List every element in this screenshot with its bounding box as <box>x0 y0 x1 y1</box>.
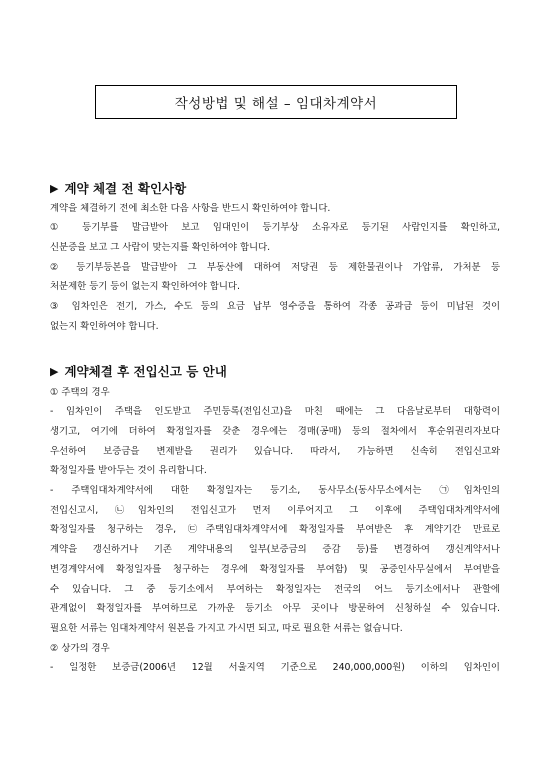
paragraph-line: 관계없이 확정일자를 부여하므로 가까운 등기소 아무 곳이나 방문하여 신청하실 수 있습니다. <box>50 603 500 614</box>
section-heading-pre-contract <box>50 179 186 197</box>
paragraph-line: 수 있습니다. 그 중 등기소에서 부여하는 확정일자는 전국의 어느 등기소에서나 관할에 <box>50 584 500 595</box>
document-title-box <box>95 85 457 119</box>
paragraph-line: - 일정한 보증금(2006년 12월 서울지역 기준으로 240,000,000원) 이하의 임차인이 <box>50 662 500 673</box>
paragraph-line: 생기고, 여기에 더하여 확정일자를 갖춘 경우에는 경매(공매) 등의 절차에서 후순위권리자보다 <box>50 426 500 437</box>
paragraph-line: ① 등기부를 발급받아 보고 임대인이 등기부상 소유자로 등기된 사람인지를 확인하고, <box>50 222 500 233</box>
paragraph-line: 계약을 갱신하거나 기존 계약내용의 일부(보증금의 증감 등)를 변경하여 갱신계약서나 <box>50 544 500 555</box>
paragraph-line: 변경계약서에 확정일자를 청구하는 경우에 확정일자를 부여함) 및 공증인사무실에서 부여받을 <box>50 564 500 575</box>
document-title: 작성방법 및 해설 – 임대차계약서 <box>174 96 378 112</box>
paragraph-line: - 임차인이 주택을 인도받고 주민등록(전입신고)을 마친 때에는 그 다음날로부터 대항력이 <box>50 406 500 417</box>
paragraph-line: 없는지 확인하여야 합니다. <box>50 321 159 332</box>
paragraph-line: 확정일자를 받아두는 것이 유리합니다. <box>50 465 207 476</box>
paragraph-line: ③ 임차인은 전기, 가스, 수도 등의 요금 납부 영수증을 통하여 각종 공과금 등이 미납된 것이 <box>50 301 500 312</box>
paragraph-line: ② 상가의 경우 <box>50 643 110 654</box>
paragraph-line: 계약을 체결하기 전에 최소한 다음 사항을 반드시 확인하여야 합니다. <box>50 203 331 214</box>
paragraph-line: 신분증을 보고 그 사람이 맞는지를 확인하여야 합니다. <box>50 242 271 253</box>
paragraph-line: ② 등기부등본을 발급받아 그 부동산에 대하여 저당권 등 제한물권이나 가압류, 가처분 등 <box>50 262 500 273</box>
black-right-triangle-icon: ▶ <box>50 364 59 378</box>
section-heading-text: 계약 체결 전 확인사항 <box>64 181 187 196</box>
paragraph-line: 처분제한 등기 등이 없는지 확인하여야 합니다. <box>50 281 240 292</box>
paragraph-line: ① 주택의 경우 <box>50 387 110 398</box>
paragraph-line: 전입신고시, ㉡임차인의 전입신고가 먼저 이루어지고 그 이후에 주택임대차계약서에 <box>50 505 500 516</box>
paragraph-line: 필요한 서류는 임대차계약서 원본을 가지고 가시면 되고, 따로 필요한 서류는 없습니다. <box>50 623 403 634</box>
section-heading-post-contract <box>50 362 227 380</box>
section-heading-text: 계약체결 후 전입신고 등 안내 <box>64 364 227 379</box>
black-right-triangle-icon: ▶ <box>50 181 59 195</box>
paragraph-line: 확정일자를 청구하는 경우, ㉢주택임대차계약서에 확정일자를 부여받은 후 계약기간 만료로 <box>50 524 500 535</box>
paragraph-line: - 주택임대차계약서에 대한 확정일자는 등기소, 동사무소(동사무소에서는 ㉠임차인의 <box>50 485 500 496</box>
paragraph-line: 우선하여 보증금을 변제받을 권리가 있습니다. 따라서, 가능하면 신속히 전입신고와 <box>50 446 500 457</box>
